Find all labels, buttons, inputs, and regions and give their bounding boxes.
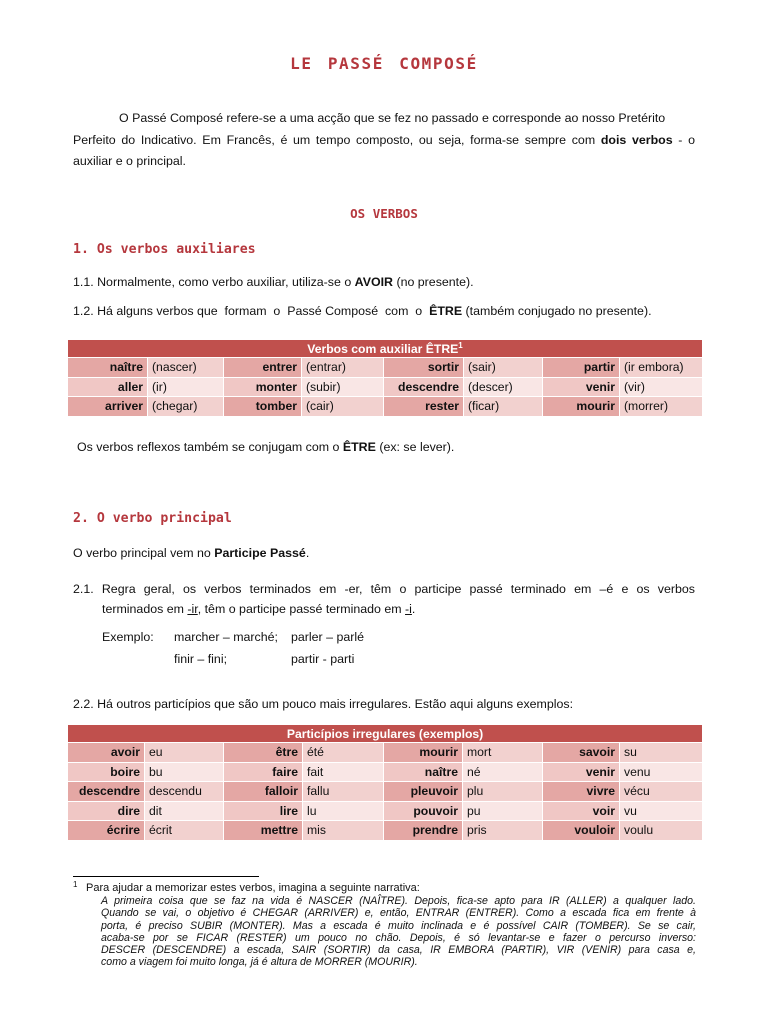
- rule-2-1-line-2: [73, 599, 695, 619]
- verb-cell: entrer: [224, 358, 302, 378]
- table-row: [68, 762, 703, 782]
- verb-cell: vouloir: [543, 821, 620, 841]
- participle-cell: voulu: [620, 821, 703, 841]
- verb-cell: mourir: [543, 397, 620, 417]
- intro-line-2: [73, 130, 695, 152]
- participle-cell: lu: [303, 801, 384, 821]
- participle-cell: su: [620, 743, 703, 763]
- verb-cell: lire: [224, 801, 303, 821]
- principal-verb-bold: Participe Passé: [214, 546, 306, 560]
- intro-line-3: auxiliar e o principal.: [73, 154, 186, 168]
- verb-cell: rester: [384, 397, 464, 417]
- principal-verb-end: .: [305, 546, 310, 560]
- participle-cell: bu: [145, 762, 224, 782]
- etre-table-header: [68, 340, 703, 358]
- verb-cell: falloir: [224, 782, 303, 802]
- example-4: partir - parti: [291, 652, 355, 666]
- participle-cell: venu: [620, 762, 703, 782]
- verb-cell: monter: [224, 377, 302, 397]
- participle-cell: pu: [463, 801, 543, 821]
- verb-cell: savoir: [543, 743, 620, 763]
- rule-2-1-text: terminados em: [102, 602, 188, 616]
- participle-cell: né: [463, 762, 543, 782]
- verb-cell: être: [224, 743, 303, 763]
- participle-cell: plu: [463, 782, 543, 802]
- verb-cell: pouvoir: [384, 801, 463, 821]
- verb-cell: faire: [224, 762, 303, 782]
- rule-1-2: [73, 304, 652, 318]
- intro-bold-text: dois verbos: [600, 132, 673, 147]
- rule-1-1-end: (no presente).: [393, 275, 474, 289]
- verb-cell: mourir: [384, 743, 463, 763]
- verb-cell: boire: [68, 762, 145, 782]
- participles-table: [67, 724, 703, 841]
- rule-1-1-text: 1.1. Normalmente, como verbo auxiliar, utiliza-se o: [73, 275, 355, 289]
- participle-cell: vécu: [620, 782, 703, 802]
- table-row: [68, 821, 703, 841]
- intro-line-1: O Passé Composé refere-se a uma acção que se fez no passado e corresponde ao nosso Pretérito: [119, 111, 666, 125]
- principal-verb-text: [73, 546, 309, 560]
- verb-cell: voir: [543, 801, 620, 821]
- reflexive-note: [77, 440, 454, 454]
- participle-cell: vu: [620, 801, 703, 821]
- meaning-cell: (cair): [302, 397, 384, 417]
- principal-verb-intro: O verbo principal vem no: [73, 546, 215, 560]
- verb-cell: mettre: [224, 821, 303, 841]
- table-row: [68, 743, 703, 763]
- participle-cell: mort: [463, 743, 543, 763]
- verb-cell: venir: [543, 377, 620, 397]
- meaning-cell: (descer): [464, 377, 543, 397]
- example-label: Exemplo:: [102, 630, 154, 644]
- intro-text-end: - o: [672, 132, 695, 147]
- rule-2-1-text: , têm o participe passé terminado em: [197, 602, 406, 616]
- meaning-cell: (vir): [620, 377, 703, 397]
- table-row: [68, 397, 703, 417]
- meaning-cell: (morrer): [620, 397, 703, 417]
- verb-cell: partir: [543, 358, 620, 378]
- section-1-heading: 1. Os verbos auxiliares: [73, 242, 256, 257]
- table-row: [68, 377, 703, 397]
- rule-2-1-underlined: -ir: [187, 602, 198, 616]
- rule-1-2-text: 1.2. Há alguns verbos que formam o Passé Composé com o: [73, 304, 430, 318]
- footnote-line: acaba-se por se FICAR (RESTER) um pouco no chão. Depois, é só levantar-se e fazer o percurso inverso:: [101, 931, 696, 944]
- meaning-cell: (ir embora): [620, 358, 703, 378]
- page-title: LE PASSÉ COMPOSÉ: [290, 54, 478, 73]
- section-title: OS VERBOS: [350, 206, 418, 221]
- participle-cell: été: [303, 743, 384, 763]
- verb-cell: naître: [68, 358, 148, 378]
- verb-cell: arriver: [68, 397, 148, 417]
- footnote-line: como a viagem foi muito longa, já é altura de MORRER (MOURIR).: [101, 956, 418, 969]
- reflexive-note-end: (ex: se lever).: [375, 440, 455, 454]
- footnote-intro: Para ajudar a memorizar estes verbos, imagina a seguinte narrativa:: [86, 882, 420, 894]
- meaning-cell: (subir): [302, 377, 384, 397]
- participle-cell: mis: [303, 821, 384, 841]
- meaning-cell: (ir): [148, 377, 224, 397]
- footnote-separator: [73, 876, 259, 877]
- verb-cell: écrire: [68, 821, 145, 841]
- rule-2-2: 2.2. Há outros particípios que são um pouco mais irregulares. Estão aqui alguns exemplos:: [73, 697, 574, 711]
- verb-cell: pleuvoir: [384, 782, 463, 802]
- meaning-cell: (chegar): [148, 397, 224, 417]
- etre-verbs-table: [67, 339, 703, 417]
- section-2-heading: 2. O verbo principal: [73, 511, 232, 526]
- rule-1-2-end: (também conjugado no presente).: [462, 304, 652, 318]
- table-row: [68, 782, 703, 802]
- footnote-narrative: [101, 895, 696, 969]
- participle-cell: écrit: [145, 821, 224, 841]
- meaning-cell: (ficar): [464, 397, 543, 417]
- verb-cell: naître: [384, 762, 463, 782]
- meaning-cell: (sair): [464, 358, 543, 378]
- meaning-cell: (nascer): [148, 358, 224, 378]
- rule-1-1-bold: AVOIR: [354, 275, 393, 289]
- meaning-cell: (entrar): [302, 358, 384, 378]
- example-1: marcher – marché;: [174, 630, 278, 644]
- verb-cell: descendre: [68, 782, 145, 802]
- example-3: finir – fini;: [174, 652, 228, 666]
- participle-cell: eu: [145, 743, 224, 763]
- footnote-line: Quando se vai, o objetivo é CHEGAR (ARRIVER) e, então, ENTRAR (ENTRER). Como a escada fica em frente à: [101, 907, 696, 920]
- rule-2-1: [73, 579, 695, 619]
- verb-cell: avoir: [68, 743, 145, 763]
- example-2: parler – parlé: [291, 630, 365, 644]
- verb-cell: aller: [68, 377, 148, 397]
- rule-1-1: [73, 275, 474, 289]
- participle-cell: fait: [303, 762, 384, 782]
- table-row: [68, 801, 703, 821]
- rule-2-1-line-1: 2.1. Regra geral, os verbos terminados em -er, têm o participe passé terminado em –é e os verbos: [73, 582, 695, 596]
- verb-cell: venir: [543, 762, 620, 782]
- participles-table-header: Particípios irregulares (exemplos): [68, 725, 703, 743]
- verb-cell: descendre: [384, 377, 464, 397]
- participle-cell: descendu: [145, 782, 224, 802]
- rule-1-2-bold: ÊTRE: [429, 304, 463, 318]
- intro-paragraph: [73, 108, 695, 173]
- footnote-line: A primeira coisa que se faz na vida é NASCER (NAÎTRE). Depois, fica-se apto para IR (ALLER) a qualquer lado.: [101, 895, 696, 907]
- verb-cell: prendre: [384, 821, 463, 841]
- footnote-line: porta, é preciso SUBIR (MONTER). Mas a escada é muito inclinada e é possível CAIR (TOMBER). Se se cair,: [101, 919, 696, 932]
- verb-cell: tomber: [224, 397, 302, 417]
- participle-cell: pris: [463, 821, 543, 841]
- rule-2-1-underlined: -i: [405, 602, 412, 616]
- footnote-ref: 1: [458, 340, 463, 350]
- reflexive-note-bold: ÊTRE: [342, 440, 376, 454]
- etre-table-header-text: Verbos com auxiliar ÊTRE: [307, 341, 459, 356]
- footnote-line: DESCER (DESCENDRE) a escada, SAIR (SORTIR) da casa, IR EMBORA (PARTIR), VIR (VENIR) para casa e,: [101, 944, 696, 957]
- participle-cell: dit: [145, 801, 224, 821]
- footnote-mark: 1: [73, 880, 78, 889]
- verb-cell: dire: [68, 801, 145, 821]
- verb-cell: vivre: [543, 782, 620, 802]
- participle-cell: fallu: [303, 782, 384, 802]
- rule-2-1-end: .: [411, 602, 416, 616]
- intro-text: Perfeito do Indicativo. Em Francês, é um tempo composto, ou seja, forma-se sempre com: [73, 132, 601, 147]
- reflexive-note-text: Os verbos reflexos também se conjugam com o: [77, 440, 343, 454]
- verb-cell: sortir: [384, 358, 464, 378]
- table-row: [68, 358, 703, 378]
